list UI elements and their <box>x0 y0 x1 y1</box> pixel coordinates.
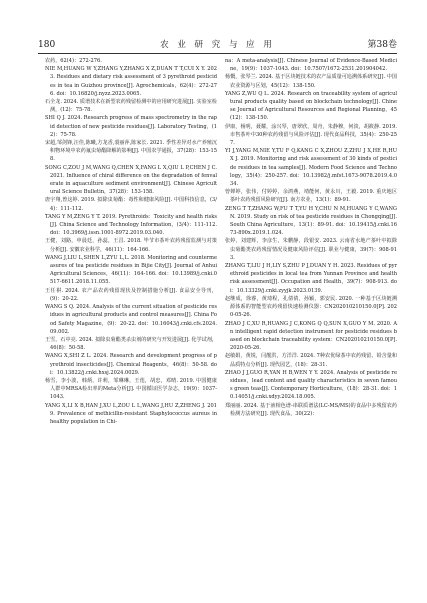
reference-entry: YANG X,LI X B,HAN J,XU L,ZOU L L,WANG J,HU Z,ZHENG J. 2019. Prevalence of methicillin-resistant Staphylococcus aureus in healthy population in Chi- <box>45 402 217 425</box>
reference-entry: YI J,YANG M,NIE Y,TU F Q,KANG C X,ZHOU Z,ZHU J X,HE R,HU X J. 2019. Monitoring and risk assessment of 30 kinds of pesticide residues in tea samples[J]. Modern Food Science and Technology，35(4)：250-257. doi：10.13982/j.mfst.1673-9078.2019.4.034. <box>225 148 397 188</box>
reference-entry: SHI Q J. 2024. Research progress of mass spectrometry in the rapid detection of new pesticide residues[J]. Laboratory Testing，(12)：75-78. <box>45 115 217 138</box>
running-header <box>38 40 397 52</box>
reference-entry: TANG Y M,ZENG Y T. 2019. Pyrethroids：Toxicity and health risks[J]. China Science and Technology Information，(3/4)：111-112. doi：10.3969/j.issn.1001-8972.2019.03.040. <box>45 213 217 237</box>
reference-entry: 郑丽丽. 2024. 基于液相色谱-串联质谱法(LC-MS/MS)的食品中多残留农药检测方法研究[J]. 现代食品，30(22)： <box>225 402 397 417</box>
reference-entry: SONG C,ZOU J M,WANG Q,CHEN X,FANG L X,QIU L P,CHEN J C. 2021. Influence of chiral difference on the degradation of fenvalerate in aquaculture sediment environment[J]. Chinese Agricultural Science Bulletin，37(28)：153-158. <box>45 164 217 196</box>
reference-entry: NIE M,HUANG W Y,ZHANG Y,ZHANG X Z,DUAN T T,CUI X Y. 2023. Residues and dietary risk assessment of 3 pyrethroid pesticides in tea in Guizhou province[J]. Agrochemicals，62(4)：272-276. doi：10.16820/j.nyzz.2023.0065. <box>45 66 217 97</box>
reference-entry: 伊康，杨明，聂耀，涂兴琴，唐翠欣，周舟，朱静穆，何淡，胡筱静. 2019. 市售茶叶中30种农药残留与风险评估[J]. 现代食品科技，35(4)：250-257. <box>225 123 397 147</box>
reference-entry: 赵敏娟，黄锐，闫靓洪，方洋洋. 2024. 7种农优绿茶中农药残留、铅含量和品质特点分析[J]. 现代园艺，(18)：28-31. <box>225 353 397 368</box>
reference-entry: 杨慨，张琴兰. 2024. 基于区块链技术的农产品质量可追溯体系研究[J]. 中国农业资源与区划，45(12)：138-150. <box>225 74 397 89</box>
reference-entry: 农药，62(4)：272-276. <box>45 58 102 64</box>
header-rule <box>38 53 397 54</box>
reference-entry: 宋超,邹剑锋,汪佳,陈曦,方龙香,裘丽萍,陈家长. 2021. 季性差异对水产养殖沉积物环境中农药氟虫菊酯降解的影响[J]. 中国农学通报，37(28)：153-158. <box>45 140 217 163</box>
reference-entry: 王任祺. 2024. 农产品农药残留现状及控制措施分析[J]. 食品安全导刊，(9)：20-22. <box>45 287 217 302</box>
reference-entry: ZENG T T,ZHANG W,FU T T,YU H Y,CHU N M,HUANG Y C,WANG N. 2019. Study on risk of tea pesticide residues in Chongqing[J]. South China Agriculture，13(1)：89-91. doi：10.19415/j.cnki.1673-890x.2019.1.024. <box>225 205 397 237</box>
reference-entry: WANG S Q. 2024. Analysis of the current situation of pesticide residues in agricultural products and control measures[J]. China Food Safety Magazine，(9)：20-22. doi：10.16043/j.cnki.cfs.2024.09.002. <box>45 304 217 335</box>
reference-column-right <box>225 57 397 418</box>
reference-entry: ZHAO J J,GUO R,YAN H B,WEN Y Y. 2024. Analysis of pesticide residues，lead content and quality characteristics in seven famous green teas[J]. Contemporary Horticulture，(18)：28-31. doi：10.14051/j.cnki.xdyy.2024.18.005. <box>225 369 397 401</box>
reference-entry: 王雪，石中亮. 2024. 拟除虫菊酯类杀虫剂的研究与开发进展[J]. 化学试剂，46(8)：50-58. <box>45 336 217 352</box>
reference-entry: 唐宇翔,曾这婷. 2019. 拟除虫菊酯：毒性和健康风险[J]. 中国科技信息，(3/4)：111-112. <box>45 197 217 212</box>
reference-entry: 杨雪，李小波，韩炳，许莉，邹琳琳，王莲，胡忠，邓晴. 2019. 中国健康人群中MRSA检出率的Meta分析[J]. 中国循证医学杂志，19(9)：1037-1043. <box>45 377 217 401</box>
journal-title: 农 业 研 究 与 应 用 <box>160 40 275 50</box>
reference-entry: na：A meta-analysis[J]. Chinese Journal of Evidence-Based Medicine，19(9)：1037-1043. doi：10.7507/1672-2531.201904042. <box>225 58 397 73</box>
reference-entry: 赵继成，徐睿，黄琦程，孔倩倩，孙颖，郭安民. 2020. 一种基于区块链溯源体系的智能型农药残留快速检测仪器：CN202010210150.0[P]. 2020-05-26. <box>225 295 397 319</box>
reference-entry: YANG Z,WU Q L. 2024. Research on traceability system of agricultural products quality based on blockchain technology[J]. Chinese Journal of Agricultural Resources and Regional Planning，45(12)：138-150. <box>225 90 397 122</box>
reference-entry: WANG J,LIU L,SHEN L,ZYU L,L. 2018. Monitoring and countermeasures of tea pesticide residues in Bijie City[J]. Journal of Anhui Agricultural Sciences，46(11)：164-166. doi：10.13989/j.cnki.0517-6611.2018.11.055. <box>45 254 217 286</box>
reference-entry: 曾婵婷，张伟，付婷婷，余鸿燕，靖能何，黄永川，王毅. 2019. 重庆地区茶叶农药残留风险研究[J]. 南方农业，13(1)：89-91. <box>225 189 397 204</box>
page-number: 180 <box>38 40 56 50</box>
reference-entry: WANG X,SHI Z L. 2024. Research and development progress of pyrethroid insecticides[J]. Chemical Reagents，46(8)：50-58. doi：10.13822/j.cnki.hxsj.2024.0029. <box>45 353 217 376</box>
reference-entry: 张婷，刘建辉，李彦生，朱鹏静，段银安. 2023. 云南省水地产茶叶中拟除虫菊酯类农药残留情况及健康风险评估[J]. 职业与健康，39(7)：908-913. <box>225 238 397 261</box>
reference-entry: 王健，刘路，申晨廷，孙蕊，王昌. 2018. 毕节市茶叶农药残留监测与对策分析[J]. 安徽农业科学，46(11)：164-166. <box>45 238 217 253</box>
reference-entry: ZHAO J C,XU R,HUANG J C,KONG Q Q,SUN X,GUO Y M. 2020. An intelligent rapid detection instrument for pesticide residues based on blockchain traceability system：CN202010210150.0[P]. 2020-05-26. <box>225 320 397 352</box>
reference-entry: 石全龙. 2024. 质谱技术在新型农药残留检测中的应用研究进展[J]. 实验室检测，(12)：75-78. <box>45 99 217 114</box>
volume-label: 第38卷 <box>367 40 397 50</box>
reference-entry: ZHANG T,LIU J H,LIY S,ZHU P J,DUAN Y H. 2023. Residues of pyrethroid pesticides in local tea from Yunnan Province and health risk assessment[J]. Occupation and Health，39(7)：908-913. doi：10.13329/j.cnki.zyyjk.2023.0139. <box>225 263 397 294</box>
reference-column-left <box>45 57 217 426</box>
